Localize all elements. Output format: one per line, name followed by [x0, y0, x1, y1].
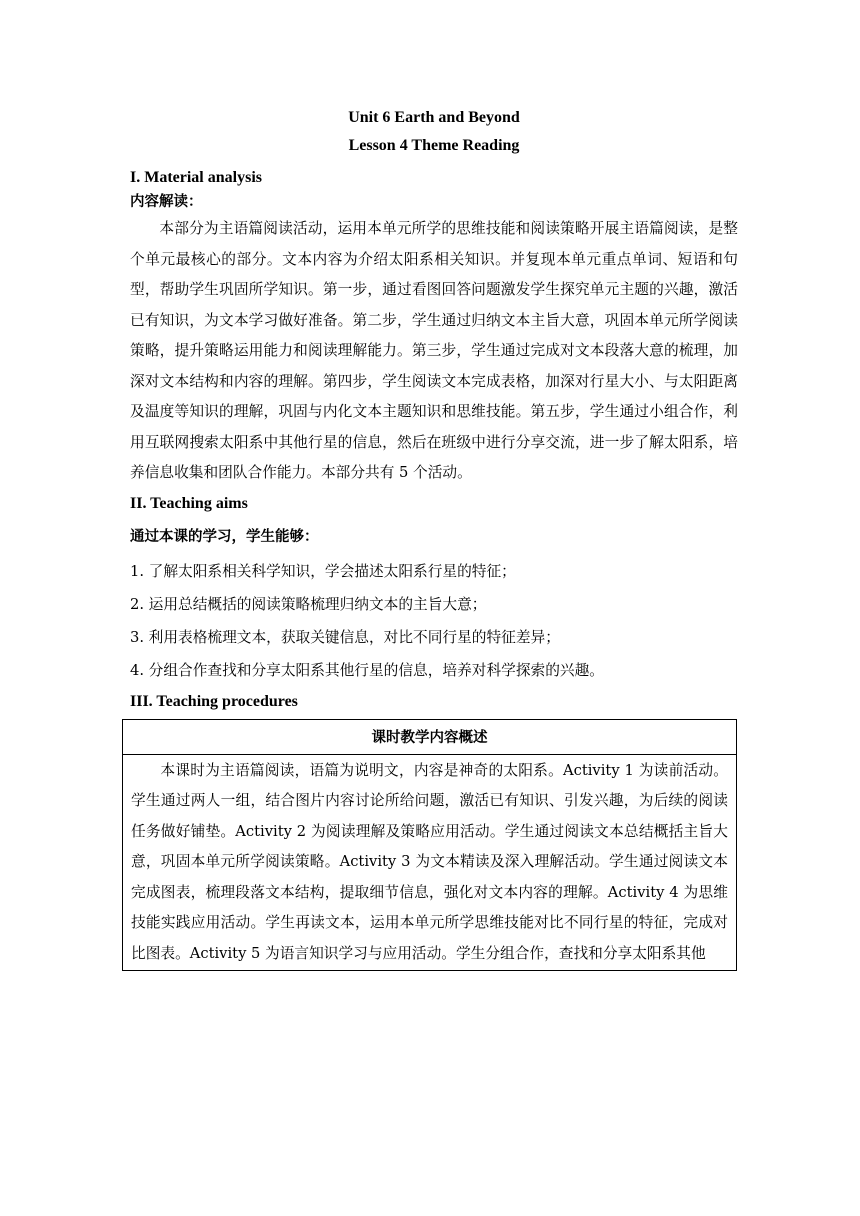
teaching-procedures-heading: III. Teaching procedures — [130, 692, 298, 710]
aim-item: 1. 了解太阳系相关科学知识，学会描述太阳系行星的特征； — [130, 562, 516, 580]
lesson-title: Lesson 4 Theme Reading — [348, 137, 520, 154]
aim-item: 4. 分组合作查找和分享太阳系其他行星的信息，培养对科学探索的兴趣。 — [130, 661, 604, 679]
aim-item: 3. 利用表格梳理文本，获取关键信息，对比不同行星的特征差异； — [130, 628, 560, 646]
teaching-aims-heading: II. Teaching aims — [130, 494, 248, 512]
table-row — [123, 754, 737, 971]
material-analysis-paragraph: 本部分为主语篇阅读活动，运用本单元所学的思维技能和阅读策略开展主语篇阅读，是整个单元最核心的部分。文本内容为介绍太阳系相关知识。并复现本单元重点单词、短语和句型，帮助学生巩固所学知识。第一步，通过看图回答问题激发学生探究单元主题的兴趣，激活已有知识，为文本学习做好准备。第二步，学生通过归纳文本主旨大意，巩固本单元所学阅读策略，提升策略运用能力和阅读理解能力。第三步，学生通过完成对文本段落大意的梳理，加深对文本结构和内容的理解。第四步，学生阅读文本完成表格，加深对行星大小、与太阳距离及温度等知识的理解，巩固与内化文本主题知识和思维技能。第五步，学生通过小组合作，利用互联网搜索太阳系中其他行星的信息，然后在班级中进行分享交流，进一步了解太阳系，培养信息收集和团队合作能力。本部分共有 5 个活动。 — [130, 220, 738, 481]
unit-title: Unit 6 Earth and Beyond — [348, 109, 520, 126]
table-header-cell: 课时教学内容概述 — [123, 719, 737, 754]
document-page — [130, 104, 738, 971]
teaching-aims-list — [130, 555, 738, 687]
table-header-row — [123, 719, 737, 754]
material-analysis-heading: I. Material analysis — [130, 169, 262, 186]
table-content-cell: 本课时为主语篇阅读，语篇为说明文，内容是神奇的太阳系。Activity 1 为读前活动。学生通过两人一组，结合图片内容讨论所给问题，激活已有知识、引发兴趣，为后续的阅读任务做好铺垫。Activity 2 为阅读理解及策略应用活动。学生通过阅读文本总结概括主旨大意，巩固本单元所学阅读策略。Activity 3 为文本精读及深入理解活动。学生通过阅读文本完成图表，梳理段落文本结构，提取细节信息，强化对文本内容的理解。Activity 4 为思维技能实践应用活动。学生再读文本，运用本单元所学思维技能对比不同行星的特征，完成对比图表。Activity 5 为语言知识学习与应用活动。学生分组合作，查找和分享太阳系其他 — [123, 754, 737, 971]
content-interpretation-subheading: 内容解读： — [130, 194, 203, 210]
procedures-table — [122, 719, 737, 972]
teaching-aims-intro: 通过本课的学习，学生能够： — [130, 528, 319, 545]
aim-item: 2. 运用总结概括的阅读策略梳理归纳文本的主旨大意； — [130, 595, 487, 613]
